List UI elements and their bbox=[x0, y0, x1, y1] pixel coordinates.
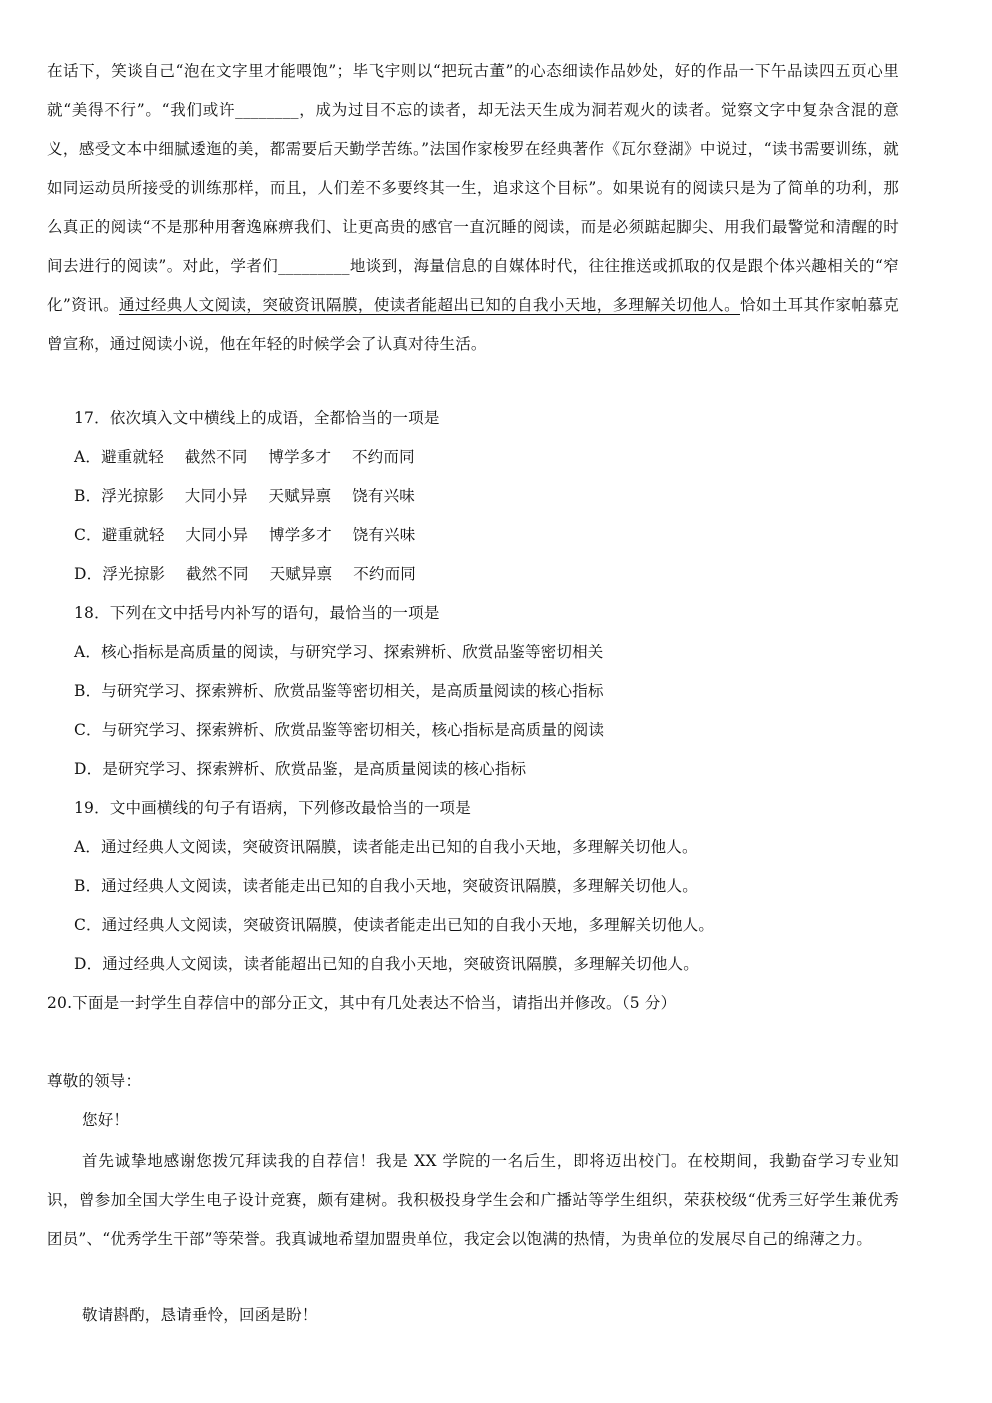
question-17-option-d: D．浮光掠影 截然不同 天赋异禀 不约而同 bbox=[74, 565, 417, 583]
question-18-option-d: D．是研究学习、探索辨析、欣赏品鉴，是高质量阅读的核心指标 bbox=[74, 760, 527, 778]
passage-text-part2: 恰如土耳其作家帕慕克曾宣称，通过阅读小说，他在年轻的时候学会了认真对待生活。 bbox=[47, 296, 899, 353]
reading-passage bbox=[47, 52, 899, 364]
question-20-stem: 20.下面是一封学生自荐信中的部分正文，其中有几处表达不恰当，请指出并修改。（5 分） bbox=[47, 994, 677, 1012]
underlined-sentence: 通过经典人文阅读，突破资讯隔膜，使读者能超出已知的自我小天地，多理解关切他人。 bbox=[119, 296, 740, 314]
question-19-option-d: D．通过经典人文阅读，读者能超出已知的自我小天地，突破资讯隔膜，多理解关切他人。 bbox=[74, 955, 699, 973]
question-19-option-b: B．通过经典人文阅读，读者能走出已知的自我小天地，突破资讯隔膜，多理解关切他人。 bbox=[74, 877, 698, 895]
passage-text-part1: 在话下，笑谈自己“泡在文字里才能喂饱”；毕飞宇则以“把玩古董”的心态细读作品妙处，好的作品一下午品读四五页心里就“美得不行”。“我们或许________，成为过目不忘的读者，却无法天生成为洞若观火的读者。觉察文字中复杂含混的意义，感受文本中细腻逶迤的美，都需要后天勤学苦练。”法国作家梭罗在经典著作《瓦尔登湖》中说过，“读书需要训练，就如同运动员所接受的训练那样，而且，人们差不多要终其一生，追求这个目标”。如果说有的阅读只是为了简单的功利，那么真正的阅读“不是那种用奢逸麻痹我们、让更高贵的感官一直沉睡的阅读，而是必须踮起脚尖、用我们最警觉和清醒的时间去进行的阅读”。对此，学者们_________地谈到，海量信息的自媒体时代，往往推送或抓取的仅是跟个体兴趣相关的“窄化”资讯。 bbox=[47, 62, 899, 314]
question-19-option-a: A．通过经典人文阅读，突破资讯隔膜，读者能走出已知的自我小天地，多理解关切他人。 bbox=[74, 838, 698, 856]
letter-salutation: 尊敬的领导： bbox=[47, 1072, 142, 1090]
question-18-option-c: C．与研究学习、探索辨析、欣赏品鉴等密切相关，核心指标是高质量的阅读 bbox=[74, 721, 605, 739]
question-19-option-c: C．通过经典人文阅读，突破资讯隔膜，使读者能走出已知的自我小天地，多理解关切他人。 bbox=[74, 916, 715, 934]
question-18-option-a: A．核心指标是高质量的阅读，与研究学习、探索辨析、欣赏品鉴等密切相关 bbox=[74, 643, 604, 661]
question-17-option-b: B．浮光掠影 大同小异 天赋异禀 饶有兴味 bbox=[74, 487, 415, 505]
question-17-stem: 17．依次填入文中横线上的成语，全都恰当的一项是 bbox=[74, 409, 440, 427]
letter-body: 首先诚挚地感谢您拨冗拜读我的自荐信！我是 XX 学院的一名后生，即将迈出校门。在校期间，我勤奋学习专业知识，曾参加全国大学生电子设计竞赛，颇有建树。我积极投身学生会和广播站等学生组织，荣获校级“优秀三好学生兼优秀团员”、“优秀学生干部”等荣誉。我真诚地希望加盟贵单位，我定会以饱满的热情，为贵单位的发展尽自己的绵薄之力。 bbox=[47, 1152, 899, 1248]
question-18-stem: 18．下列在文中括号内补写的语句，最恰当的一项是 bbox=[74, 604, 440, 622]
letter-greeting: 您好！ bbox=[82, 1111, 130, 1129]
question-17-option-c: C．避重就轻 大同小异 博学多才 饶有兴味 bbox=[74, 526, 416, 544]
letter-closing: 敬请斟酌，恳请垂怜，回函是盼！ bbox=[82, 1306, 318, 1324]
question-19-stem: 19．文中画横线的句子有语病，下列修改最恰当的一项是 bbox=[74, 799, 471, 817]
question-18-option-b: B．与研究学习、探索辨析、欣赏品鉴等密切相关，是高质量阅读的核心指标 bbox=[74, 682, 604, 700]
question-17-option-a: A．避重就轻 截然不同 博学多才 不约而同 bbox=[74, 448, 415, 466]
